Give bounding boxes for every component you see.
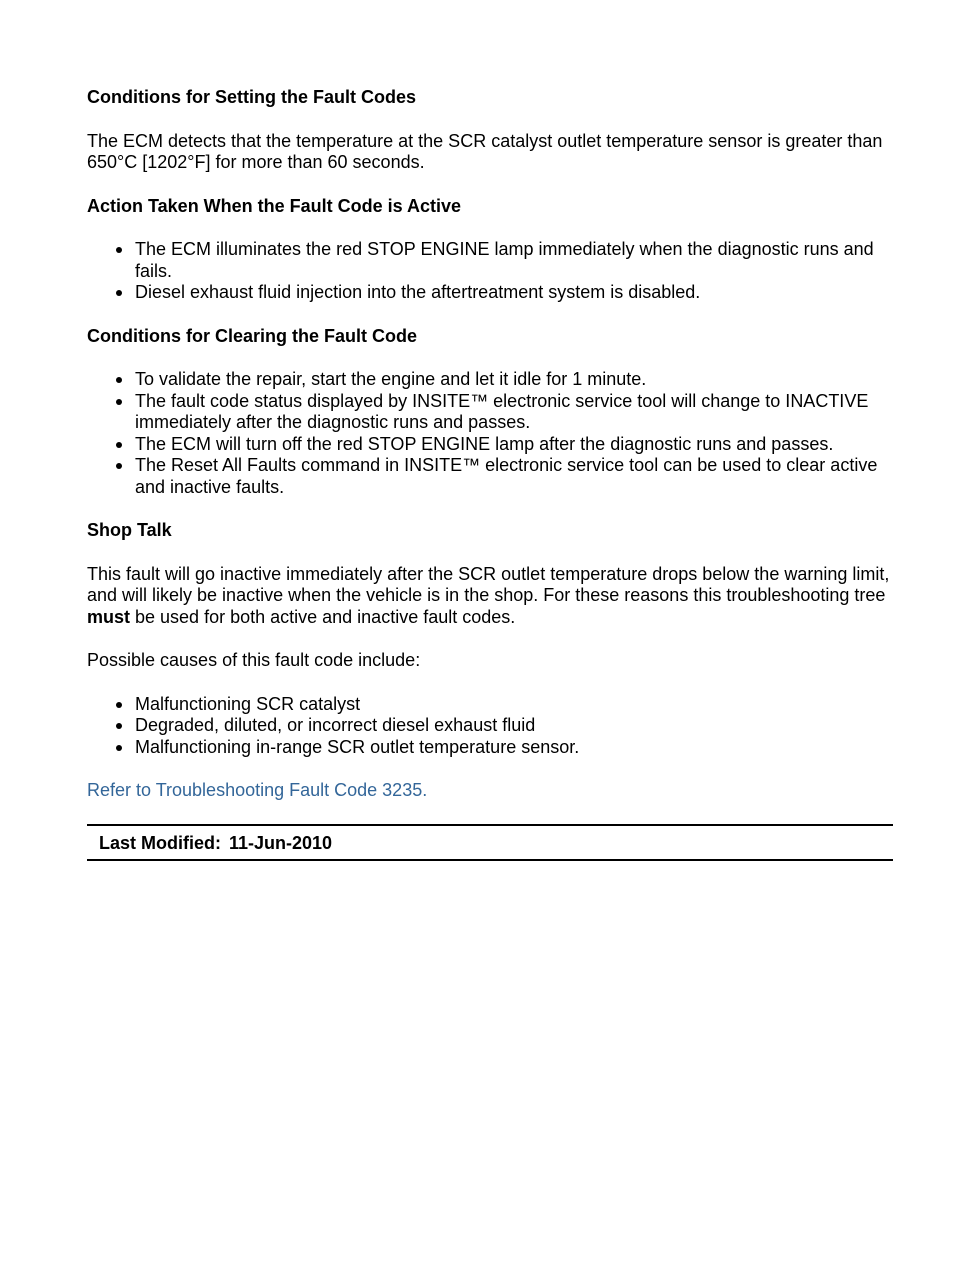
last-modified-date: 11-Jun-2010 <box>229 832 333 853</box>
action-list <box>87 239 893 304</box>
bullet-icon <box>116 702 122 708</box>
bullet-icon <box>116 442 122 448</box>
list-item-text: Malfunctioning in-range SCR outlet temperature sensor. <box>135 736 580 757</box>
last-modified-label: Last Modified: <box>99 832 221 853</box>
clearing-list <box>87 369 893 498</box>
list-item <box>87 694 893 716</box>
refer-link[interactable]: Refer to Troubleshooting Fault Code 3235. <box>87 780 428 800</box>
setting-paragraph: The ECM detects that the temperature at the SCR catalyst outlet temperature sensor is greater than 650°C [1202°F] for more than 60 seconds. <box>87 130 883 172</box>
bullet-icon <box>116 745 122 751</box>
list-item-text: The ECM will turn off the red STOP ENGINE lamp after the diagnostic runs and passes. <box>135 433 834 454</box>
causes-list <box>87 694 893 759</box>
bullet-icon <box>116 399 122 405</box>
list-item <box>87 282 893 304</box>
action-heading: Action Taken When the Fault Code is Active <box>87 195 462 216</box>
list-item-text: The fault code status displayed by INSITE™ electronic service tool will change to INACTIVE immediately after the diagnostic runs and passes. <box>135 390 869 432</box>
list-item <box>87 715 893 737</box>
bullet-icon <box>116 290 122 296</box>
setting-heading: Conditions for Setting the Fault Codes <box>87 87 416 107</box>
list-item-text: To validate the repair, start the engine and let it idle for 1 minute. <box>135 369 647 389</box>
shop-talk-paragraph <box>87 564 893 629</box>
shop-talk-heading: Shop Talk <box>87 520 172 540</box>
list-item-text: Degraded, diluted, or incorrect diesel exhaust fluid <box>135 715 536 735</box>
list-item <box>87 391 893 434</box>
list-item <box>87 369 893 391</box>
shop-talk-emphasis: must <box>87 606 131 627</box>
list-item-text: The Reset All Faults command in INSITE™ electronic service tool can be used to clear active and inactive faults. <box>135 455 878 497</box>
list-item <box>87 737 893 759</box>
list-item-text: Diesel exhaust fluid injection into the aftertreatment system is disabled. <box>135 282 701 302</box>
clearing-heading: Conditions for Clearing the Fault Code <box>87 325 417 346</box>
list-item <box>87 239 893 282</box>
bullet-icon <box>116 247 122 253</box>
causes-intro: Possible causes of this fault code include: <box>87 650 421 670</box>
bullet-icon <box>116 723 122 729</box>
bullet-icon <box>116 377 122 383</box>
document-page <box>87 87 893 861</box>
list-item <box>87 434 893 456</box>
bullet-icon <box>116 463 122 469</box>
shop-talk-text-part1: This fault will go inactive immediately after the SCR outlet temperature drops below the warning limit, and will likely be inactive when the vehicle is in the shop. For these reasons this troubleshooting tree <box>87 563 890 605</box>
last-modified-bar <box>87 824 893 862</box>
list-item-text: The ECM illuminates the red STOP ENGINE lamp immediately when the diagnostic runs and fails. <box>135 239 874 281</box>
shop-talk-text-part2: be used for both active and inactive fault codes. <box>130 606 516 627</box>
list-item <box>87 455 893 498</box>
list-item-text: Malfunctioning SCR catalyst <box>135 693 361 714</box>
